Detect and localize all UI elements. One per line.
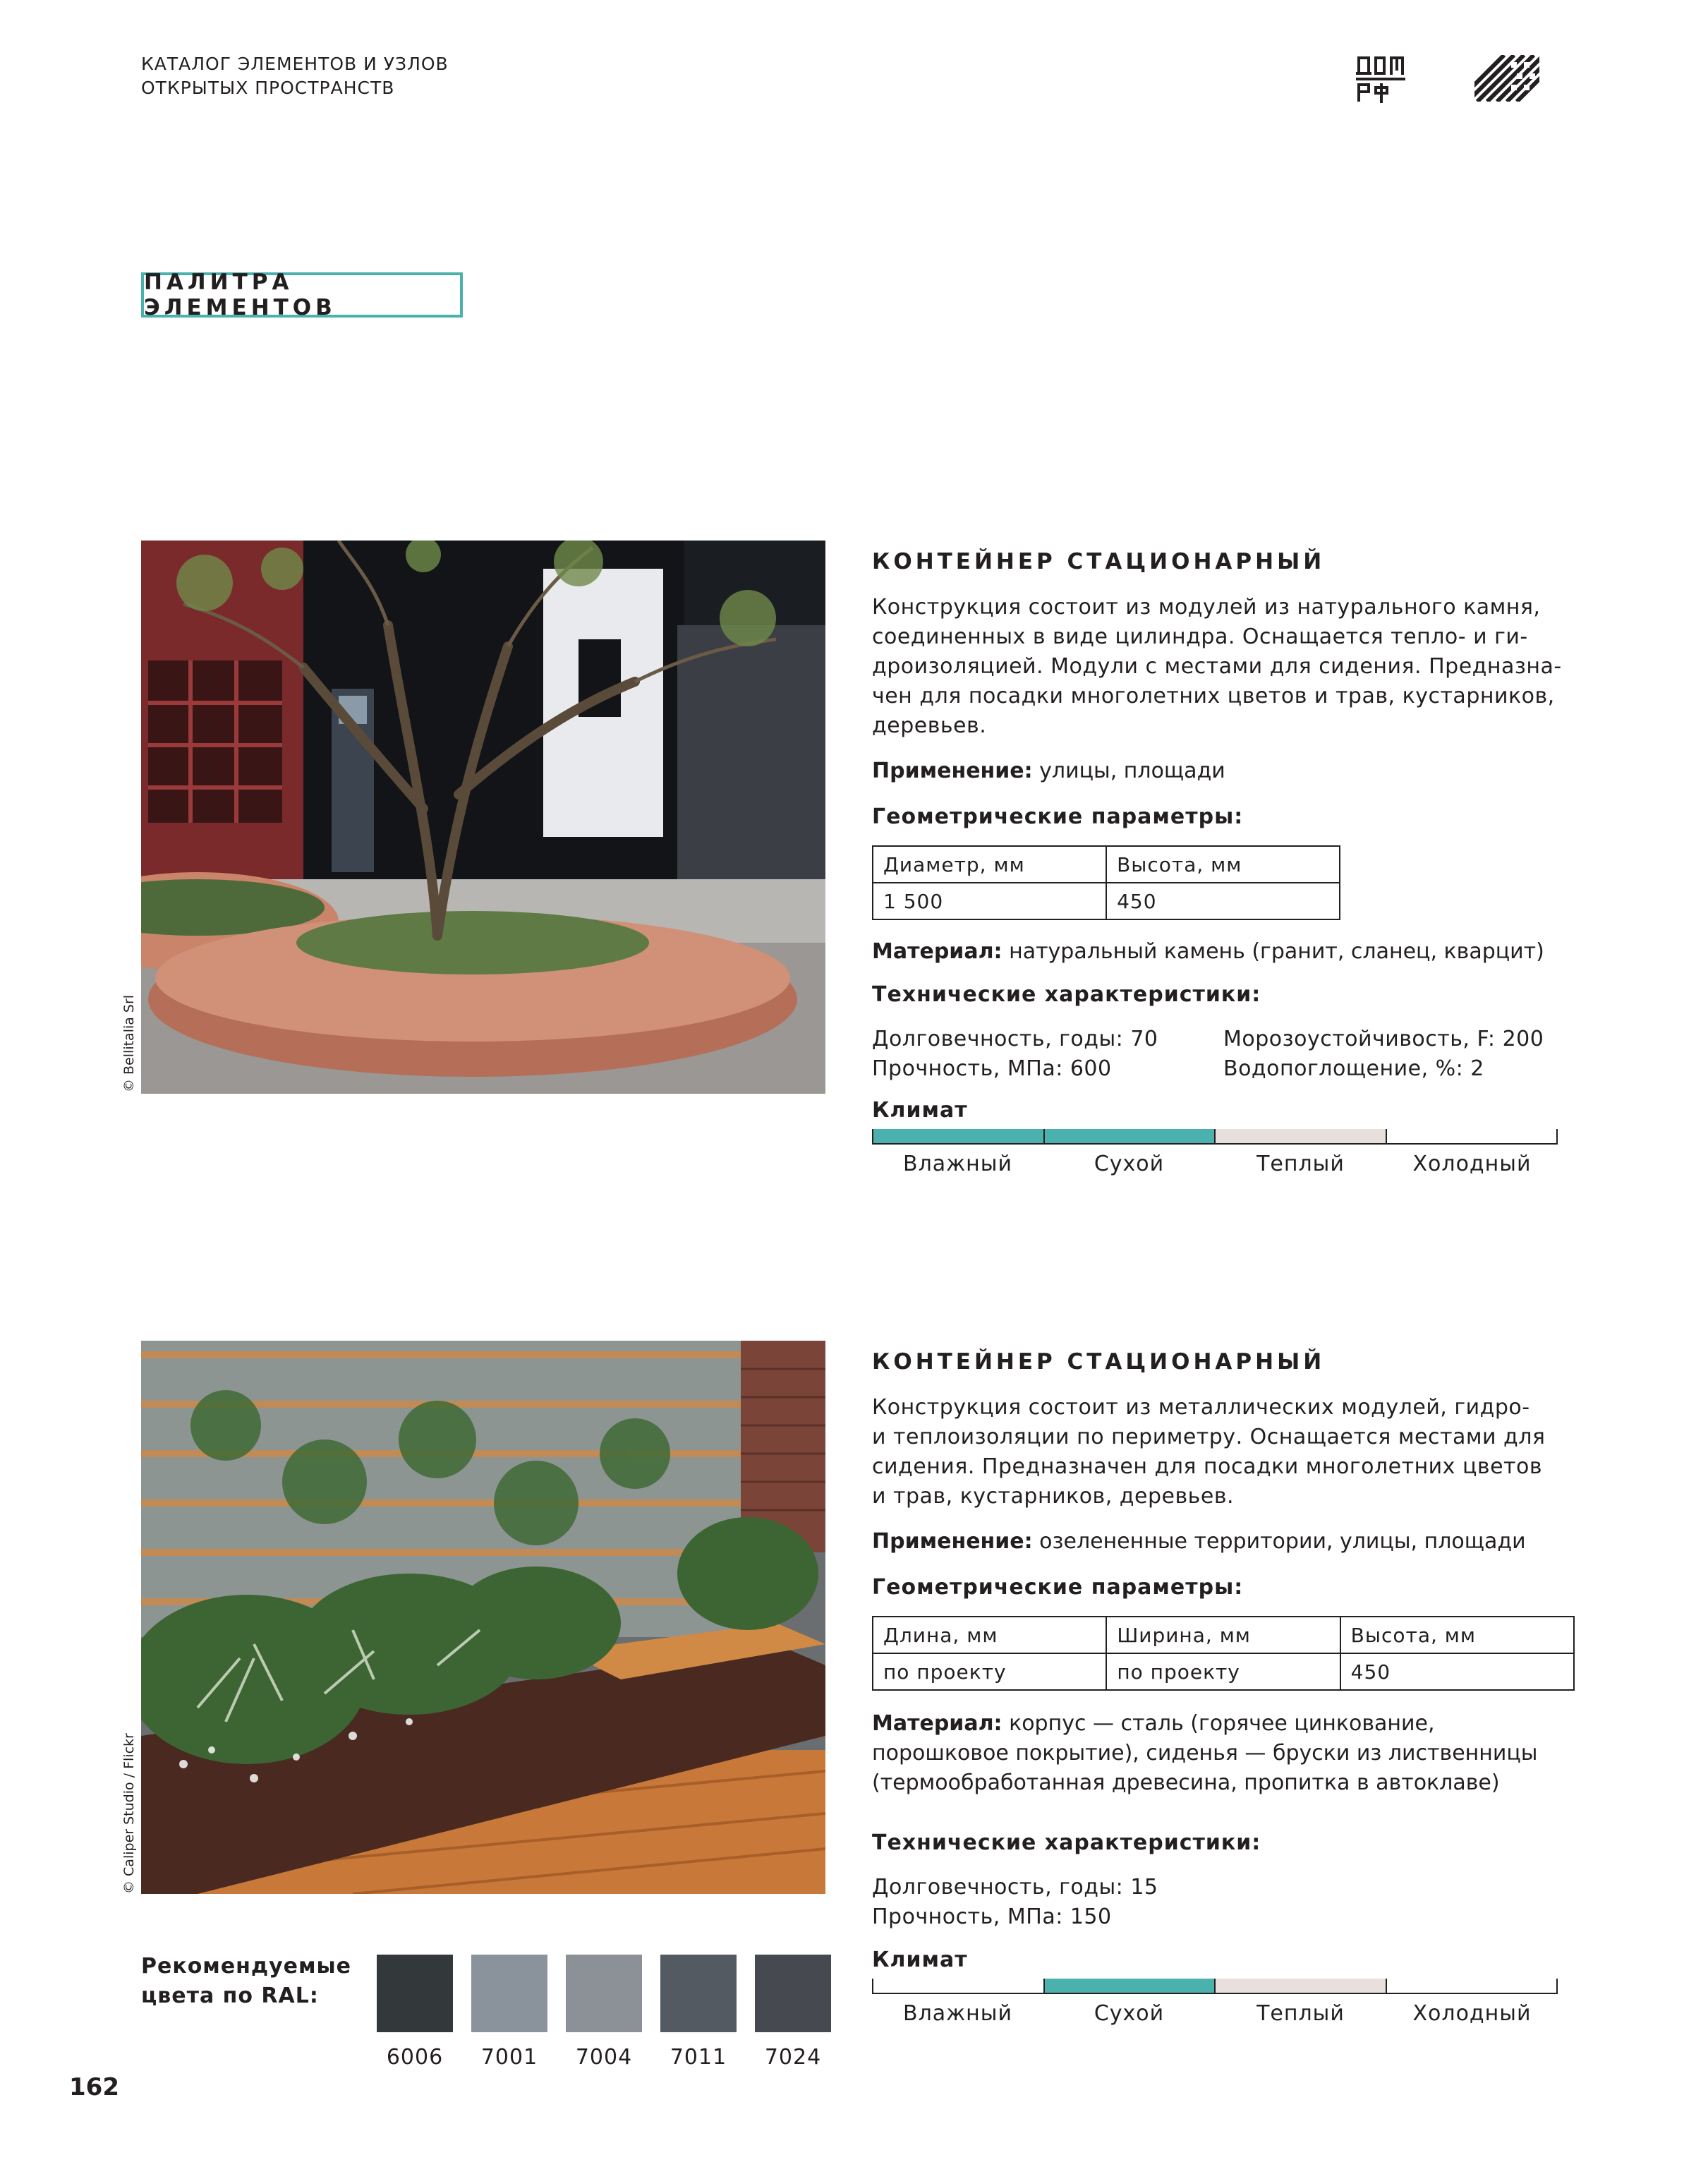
item1-water-absorption: Водопоглощение, %: 2 [1223,1056,1484,1081]
climate-label-humid: Влажный [903,2001,1012,2026]
ral-swatch [377,1955,453,2032]
item2-material-value-line: (термообработанная древесина, пропитка в автоклаве) [872,1770,1500,1795]
item1-material-label: Материал: [872,939,1003,964]
item2-description-line: Конструкция состоит из металлических модулей, гидро- [872,1395,1530,1420]
item2-strength: Прочность, МПа: 150 [872,1905,1112,1929]
item2-geometry-table [872,1616,1575,1691]
ral-code: 7001 [480,2045,538,2070]
ral-swatch-item [755,1955,831,2070]
table-cell: по проекту [873,1653,1106,1690]
item2-photo [141,1341,825,1894]
item1-description-line: Конструкция состоит из модулей из натурального камня, [872,595,1541,620]
item1-title: КОНТЕЙНЕР СТАЦИОНАРНЫЙ [872,549,1326,574]
climate-segment-humid [872,1129,1045,1143]
ral-title-line1: Рекомендуемые [141,1954,352,1979]
table-row [873,883,1340,919]
item1-geometry-label: Геометрические параметры: [872,804,1244,829]
item2-geometry-label: Геометрические параметры: [872,1575,1244,1600]
dom-rf-logo-icon [1356,55,1405,103]
striped-pattern-logo-icon [1474,55,1539,102]
climate-segment-dry [1045,1129,1216,1143]
table-row [873,1617,1574,1653]
table-header-cell: Диаметр, мм [873,846,1106,883]
table-cell: 450 [1340,1653,1574,1690]
table-cell: 1 500 [873,883,1106,919]
climate-segment-cold [1387,1979,1558,1993]
item1-application-label: Применение: [872,759,1033,783]
palette-label-box [141,272,463,318]
item1-description-line: соединенных в виде цилиндра. Оснащается тепло- и ги- [872,624,1528,649]
climate-label-humid: Влажный [903,1152,1012,1176]
item2-climate-label: Климат [872,1948,968,1972]
item2-description-line: и теплоизоляции по периметру. Оснащается местами для [872,1425,1546,1449]
climate-segment-cold [1387,1129,1558,1143]
climate-segment-humid [872,1979,1045,1993]
item1-climate-labels [872,1152,1558,1176]
item1-climate-bar [872,1129,1558,1145]
table-cell: по проекту [1106,1653,1340,1690]
ral-code: 7011 [670,2045,727,2070]
palette-label: ПАЛИТРА ЭЛЕМЕНТОВ [144,270,337,320]
item2-application-value: озелененные территории, улицы, площади [1032,1529,1526,1554]
ral-swatch-item [377,1955,453,2070]
catalog-header [141,52,449,100]
ral-code: 7004 [575,2045,633,2070]
ral-swatch-item [660,1955,737,2070]
ral-swatch [471,1955,547,2032]
table-row [873,1653,1574,1690]
catalog-header-line1: КАТАЛОГ ЭЛЕМЕНТОВ И УЗЛОВ [141,54,449,74]
item1-material [872,937,1544,967]
item2-application-label: Применение: [872,1529,1033,1554]
item1-photo [141,541,825,1094]
table-header-cell: Длина, мм [873,1617,1106,1653]
item1-application [872,756,1225,786]
item1-description-line: дроизоляцией. Модули с местами для сидения. Предназна- [872,654,1562,679]
ral-swatch-item [471,1955,547,2070]
table-header-cell: Ширина, мм [1106,1617,1340,1653]
ral-swatch [660,1955,737,2032]
item2-material [872,1709,1577,1798]
climate-label-warm: Теплый [1256,1152,1345,1176]
item1-tech-label: Технические характеристики: [872,982,1261,1007]
table-row [873,846,1340,883]
climate-segment-warm [1216,1129,1387,1143]
item2-material-value-line: корпус — сталь (горячее цинкование, [1002,1711,1435,1736]
item2-material-value-line: порошковое покрытие), сиденья — бруски из лиственницы [872,1741,1538,1765]
table-header-cell: Высота, мм [1340,1617,1574,1653]
climate-label-dry: Сухой [1094,1152,1165,1176]
catalog-header-line2: ОТКРЫТЫХ ПРОСТРАНСТВ [141,78,395,98]
item2-tech-label: Технические характеристики: [872,1830,1261,1855]
climate-label-dry: Сухой [1094,2001,1165,2026]
item1-frost-resistance: Морозоустойчивость, F: 200 [1223,1027,1544,1051]
ral-swatch [755,1955,831,2032]
item2-description-line: сидения. Предназначен для посадки многолетних цветов [872,1454,1543,1479]
climate-label-warm: Теплый [1256,2001,1345,2026]
item2-tech-left [872,1873,1158,1932]
item2-title: КОНТЕЙНЕР СТАЦИОНАРНЫЙ [872,1349,1326,1375]
item1-tech-left [872,1025,1158,1084]
item2-climate-bar [872,1979,1558,1994]
climate-segment-warm [1216,1979,1387,1993]
page-number: 162 [69,2073,119,2101]
item2-photo-credit: © Caliper Studio / Flickr [121,1733,137,1894]
table-header-cell: Высота, мм [1106,846,1340,883]
item2-application [872,1527,1526,1557]
climate-label-cold: Холодный [1412,1152,1532,1176]
item2-description-line: и трав, кустарников, деревьев. [872,1484,1235,1509]
item1-material-value: натуральный камень (гранит, сланец, кварцит) [1002,939,1544,964]
item1-durability: Долговечность, годы: 70 [872,1027,1158,1051]
item2-material-label: Материал: [872,1711,1003,1736]
ral-swatch [566,1955,642,2032]
item1-tech-right [1223,1025,1544,1084]
item2-description [872,1393,1577,1511]
item1-climate-label: Климат [872,1098,968,1123]
item1-application-value: улицы, площади [1032,759,1225,783]
climate-label-cold: Холодный [1412,2001,1532,2026]
ral-title-line2: цвета по RAL: [141,1984,319,2008]
climate-segment-dry [1045,1979,1216,1993]
ral-title [141,1952,351,2011]
item1-strength: Прочность, МПа: 600 [872,1056,1112,1081]
ral-swatch-row [377,1955,831,2070]
item1-description-line: деревьев. [872,713,987,738]
item2-durability: Долговечность, годы: 15 [872,1875,1158,1900]
ral-swatch-item [566,1955,642,2070]
item1-description-line: чен для посадки многолетних цветов и трав, кустарников, [872,684,1555,708]
ral-code: 6006 [386,2045,444,2070]
ral-code: 7024 [764,2045,822,2070]
item1-photo-credit: © Bellitalia Srl [121,994,137,1092]
item1-description [872,593,1577,741]
item2-climate-labels [872,2001,1558,2026]
item1-geometry-table [872,845,1340,920]
table-cell: 450 [1106,883,1340,919]
